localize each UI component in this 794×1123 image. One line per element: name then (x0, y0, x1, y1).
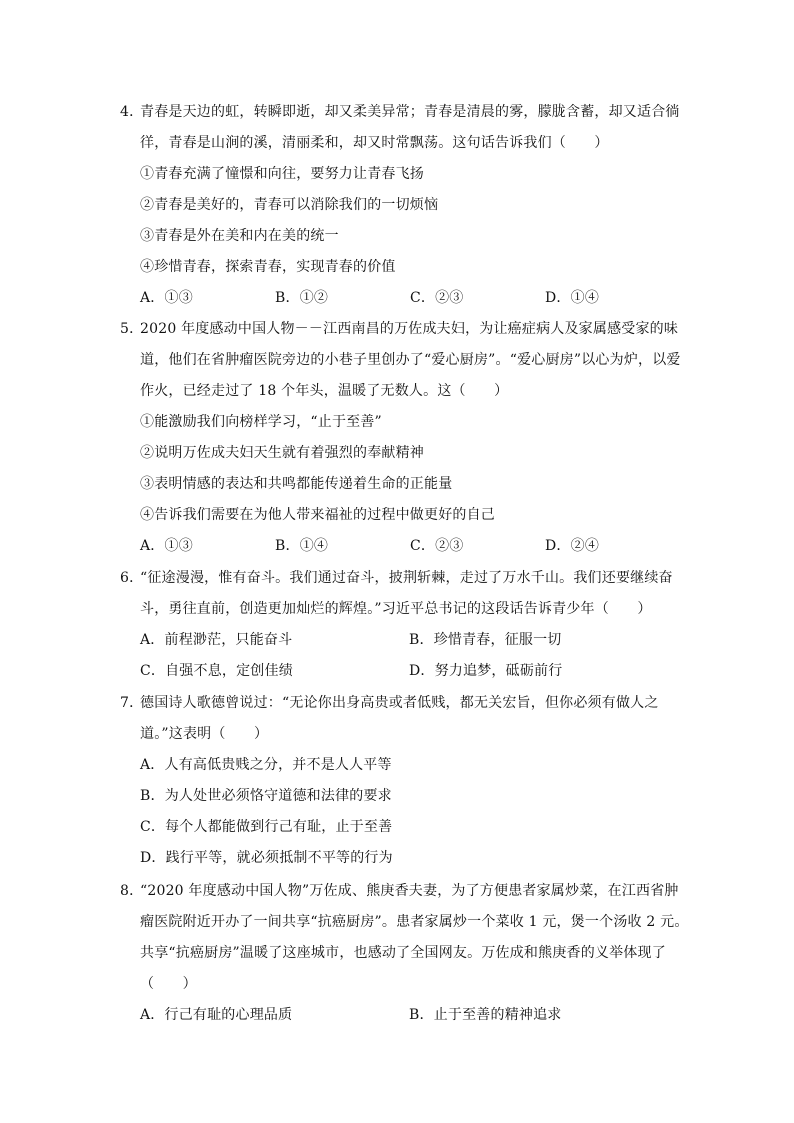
answer-options-row (120, 1000, 690, 1031)
option-c: C．②③ (410, 290, 464, 306)
question-text: 青春是天边的虹，转瞬即逝，却又柔美异常；青春是清晨的雾，朦胧含蓄，却又适合徜徉，青春是山涧的溪，清丽柔和，却又时常飘荡。这句话告诉我们（ ） (140, 104, 680, 151)
option-b: B．为人处世必须恪守道德和法律的要求 (140, 788, 392, 804)
option-a: A．行己有耻的心理品质 (140, 1007, 293, 1023)
answer-options-row (120, 656, 690, 687)
question-number: 8． (120, 883, 144, 899)
question-8 (120, 876, 690, 1031)
statement: ②青春是美好的，青春可以消除我们的一切烦恼 (140, 197, 439, 213)
answer-options-row (120, 625, 690, 656)
question-6 (120, 563, 690, 687)
question-7 (120, 688, 690, 874)
statement: ④珍惜青春，探索青春，实现青春的价值 (140, 259, 396, 275)
statement: ③青春是外在美和内在美的统一 (140, 228, 339, 244)
question-text: “征途漫漫，惟有奋斗。我们通过奋斗，披荆斩棘，走过了万水千山。我们还要继续奋斗，勇往直前，创造更加灿烂的辉煌。”习近平总书记的这段话告诉青少年（ ） (140, 570, 673, 617)
answer-options (120, 531, 690, 562)
statement: ③表明情感的表达和共鸣都能传递着生命的正能量 (140, 476, 453, 492)
statement: ②说明万佐成夫妇天生就有着强烈的奉献精神 (140, 445, 424, 461)
option-a: A．人有高低贵贱之分，并不是人人平等 (140, 757, 392, 773)
question-stem (120, 314, 690, 407)
option-b: B．止于至善的精神追求 (409, 1007, 562, 1023)
option-d: D．践行平等，就必须抵制不平等的行为 (140, 850, 393, 866)
question-stem (120, 876, 690, 1000)
question-number: 7． (120, 695, 144, 711)
question-text: “2020 年度感动中国人物”万佐成、熊庚香夫妻，为了方便患者家属炒菜，在江西省肿瘤医院附近开办了一间共享“抗癌厨房”。患者家属炒一个菜收 1 元，煲一个汤收 2 元。共享“抗癌厨房”温暖了这座城市，也感动了全国网友。万佐成和熊庚香的义举体现了（ ） (140, 883, 689, 992)
question-text: 2020 年度感动中国人物－－江西南昌的万佐成夫妇，为让癌症病人及家属感受家的味道，他们在省肿瘤医院旁边的小巷子里创办了“爱心厨房”。“爱心厨房”以心为炉，以爱作火，已经走过了 18 个年头，温暖了无数人。这（ ） (140, 321, 681, 399)
option-c: C．每个人都能做到行己有耻，止于至善 (140, 819, 393, 835)
option-d: D．①④ (545, 290, 600, 306)
answer-options (120, 283, 690, 314)
question-text: 德国诗人歌德曾说过：“无论你出身高贵或者低贱，都无关宏旨，但你必须有做人之道。”这表明（ ） (140, 695, 659, 742)
statement: ①青春充满了憧憬和向往，要努力让青春飞扬 (140, 166, 424, 182)
option-d: D．努力追梦，砥砺前行 (409, 663, 563, 679)
option-a: A．①③ (140, 290, 193, 306)
question-number: 6． (120, 570, 144, 586)
option-c: C．自强不息，定创佳绩 (140, 663, 293, 679)
option-b: B．①② (275, 290, 329, 306)
option-b: B．①④ (275, 538, 329, 554)
question-stem (120, 97, 690, 159)
option-d: D．②④ (545, 538, 600, 554)
question-4 (120, 97, 690, 314)
question-5 (120, 314, 690, 562)
question-stem (120, 688, 690, 750)
option-c: C．②③ (410, 538, 464, 554)
option-a: A．前程渺茫，只能奋斗 (140, 632, 293, 648)
option-b: B．珍惜青春，征服一切 (409, 632, 562, 648)
statement: ④告诉我们需要在为他人带来福祉的过程中做更好的自己 (140, 507, 495, 523)
statement: ①能激励我们向榜样学习，“止于至善” (140, 414, 382, 430)
question-number: 5． (120, 321, 144, 337)
question-number: 4． (120, 104, 144, 120)
option-a: A．①③ (140, 538, 193, 554)
question-stem (120, 563, 690, 625)
